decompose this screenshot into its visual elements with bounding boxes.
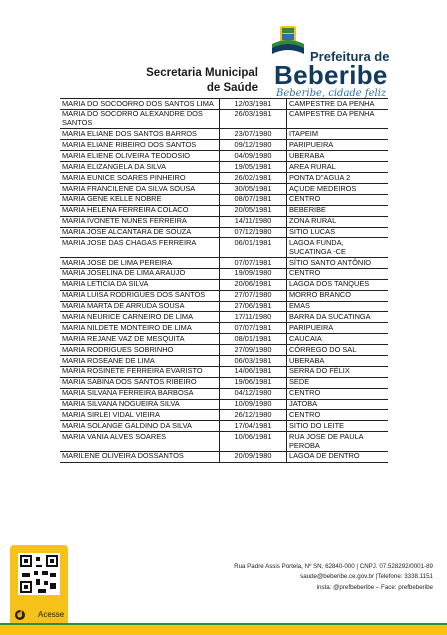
department-title [108,66,258,96]
table-row [60,432,388,452]
person-name-cell: MARIA FRANCILENE DA SILVA SOUSA [60,183,220,194]
birth-date-cell: 26/12/1980 [220,410,287,421]
person-name-cell: MARIA EUNICE SOARES PINHEIRO [60,173,220,184]
birth-date-cell: 26/02/1981 [220,173,287,184]
birth-date-cell: 10/09/1980 [220,399,287,410]
birth-date-cell: 07/12/1980 [220,227,287,238]
birth-date-cell: 20/05/1981 [220,205,287,216]
qr-code-icon[interactable] [18,553,60,595]
table-row [60,109,388,129]
table-row [60,356,388,367]
address-line-2: saude@beberibe.ce.gov.br |Telefone: 3338.1151 [300,573,433,581]
person-name-cell: MARIA ELIZANGELA DA SILVA [60,162,220,173]
table-row [60,99,388,110]
person-name-cell: MARIA HELENA FERREIRA COLACO [60,205,220,216]
birth-date-cell: 08/01/1981 [220,334,287,345]
contact-address [133,562,433,593]
person-name-cell: MARIA ROSINETE FERREIRA EVARISTO [60,366,220,377]
address-line-3: insta: @prefbeberibe – Face: prefbeberibe [316,583,433,591]
birth-date-cell: 27/07/1980 [220,290,287,301]
location-cell: CENTRO [287,388,389,399]
birth-date-cell: 20/09/1980 [220,451,287,462]
birth-date-cell: 07/07/1981 [220,323,287,334]
table-row [60,129,388,140]
table-row [60,162,388,173]
table-row [60,268,388,279]
person-name-cell: MARIA ELIANE DOS SANTOS BARROS [60,129,220,140]
person-name-cell: MARIA IVONETE NUNES FERREIRA [60,216,220,227]
location-cell: PONTA D"AGUA 2 [287,173,389,184]
person-name-cell: MARIA JOSE ALCANTARA DE SOUZA [60,227,220,238]
birth-date-cell: 19/05/1981 [220,162,287,173]
person-name-cell: MARIA SIRLEI VIDAL VIEIRA [60,410,220,421]
logo-city-name: Beberibe [274,60,388,90]
location-cell: LAGOA DOS TANQUES [287,279,389,290]
person-name-cell: MARIA JOSE DAS CHAGAS FERREIRA [60,238,220,258]
table-row [60,388,388,399]
location-cell: CÓRREGO DO SAL [287,345,389,356]
birth-date-cell: 14/11/1980 [220,216,287,227]
person-name-cell: MARIA JOSELINA DE LIMA ARAUJO [60,268,220,279]
birth-date-cell: 09/12/1980 [220,140,287,151]
address-line-1: Rua Padre Assis Portela, Nº SN, 62840-000 | CNPJ. 07.528292/0001-89 [234,563,433,570]
qr-panel[interactable] [10,545,68,627]
person-name-cell: MARIA SABINA DOS SANTOS RIBEIRO [60,377,220,388]
person-name-cell: MARIA SOLANGE GALDINO DA SILVA [60,421,220,432]
page-footer [0,540,447,635]
person-name-cell: MARIA RODRIGUES SOBRINHO [60,345,220,356]
person-name-cell: MARIA REJANE VAZ DE MESQUITA [60,334,220,345]
pointer-icon: ☝ [15,611,25,618]
person-name-cell: MARIA ROSEANE DE LIMA [60,356,220,367]
birth-date-cell: 10/06/1981 [220,432,287,452]
table-row [60,238,388,258]
table-row [60,183,388,194]
location-cell: CENTRO [287,410,389,421]
birth-date-cell: 23/07/1980 [220,129,287,140]
table-row [60,345,388,356]
location-cell: LAGOA FUNDA, SUCATINGA -CE [287,238,389,258]
birth-date-cell: 06/03/1981 [220,356,287,367]
person-name-cell: MARIA DO SOCORRO ALEXANDRE DOS SANTOS [60,109,220,129]
people-table-body [60,99,388,463]
location-cell: AREA RURAL [287,162,389,173]
birth-date-cell: 30/05/1981 [220,183,287,194]
location-cell: CAMPESTRE DA PENHA [287,99,389,110]
person-name-cell: MARIA JOSE DE LIMA PEREIRA [60,257,220,268]
birth-date-cell: 07/07/1981 [220,257,287,268]
person-name-cell: MARIA GENE KELLE NOBRE [60,194,220,205]
location-cell: SITIO DO LEITE [287,421,389,432]
table-row [60,205,388,216]
location-cell: CENTRO [287,194,389,205]
table-row [60,312,388,323]
person-name-cell: MARIA MARTA DE ARRUDA SOUSA [60,301,220,312]
person-name-cell: MARIA NEURICE CARNEIRO DE LIMA [60,312,220,323]
birth-date-cell: 17/04/1981 [220,421,287,432]
birth-date-cell: 12/03/1981 [220,99,287,110]
location-cell: CENTRO [287,268,389,279]
location-cell: PARIPUEIRA [287,323,389,334]
logo-prefix: Prefeitura de [310,49,390,64]
table-row [60,216,388,227]
location-cell: SÍTIO SANTO ANTÔNIO [287,257,389,268]
location-cell: SITIO LUCAS [287,227,389,238]
table-row [60,399,388,410]
location-cell: ITAPEIM [287,129,389,140]
table-row [60,410,388,421]
person-name-cell: MARIA SILVANA FERREIRA BARBOSA [60,388,220,399]
logo-slogan: Beberibe, cidade feliz [276,88,387,99]
table-row [60,323,388,334]
location-cell: PARIPUEIRA [287,140,389,151]
person-name-cell: MARIA VANIA ALVES SOARES [60,432,220,452]
birth-date-cell: 17/11/1980 [220,312,287,323]
birth-date-cell: 19/06/1981 [220,377,287,388]
location-cell: UBERABA [287,356,389,367]
location-cell: ZONA RURAL [287,216,389,227]
city-emblem-icon [268,24,308,62]
birth-date-cell: 04/12/1980 [220,388,287,399]
table-row [60,334,388,345]
birth-date-cell: 19/09/1980 [220,268,287,279]
table-row [60,227,388,238]
table-row [60,279,388,290]
location-cell: UBERABA [287,151,389,162]
department-line-1: Secretaria Municipal [146,67,258,79]
table-row [60,421,388,432]
page-header [0,0,447,100]
acesse-label: Acesse [38,610,65,619]
table-row [60,257,388,268]
location-cell: AÇUDE MEDEIROS [287,183,389,194]
person-name-cell: MARIA SILVANA NOGUEIRA SILVA [60,399,220,410]
birth-date-cell: 27/06/1981 [220,301,287,312]
footer-yellow-stripe [0,625,447,635]
table-row [60,194,388,205]
person-name-cell: MARIA LETICIA DA SILVA [60,279,220,290]
location-cell: BEBERIBE [287,205,389,216]
location-cell: RUA JOSE DE PAULA PEROBA [287,432,389,452]
birth-date-cell: 08/07/1981 [220,194,287,205]
location-cell: SEDE [287,377,389,388]
people-table [60,98,382,463]
table-row [60,366,388,377]
person-name-cell: MARIA NILDETE MONTEIRO DE LIMA [60,323,220,334]
location-cell: CAUCAIA [287,334,389,345]
birth-date-cell: 14/06/1981 [220,366,287,377]
location-cell: EMAS [287,301,389,312]
table-row [60,301,388,312]
birth-date-cell: 27/09/1980 [220,345,287,356]
location-cell: CAMPESTRE DA PENHA [287,109,389,129]
location-cell: SERRA DO FÉLIX [287,366,389,377]
table-row [60,290,388,301]
person-name-cell: MARILENE OLIVEIRA DOSSANTOS [60,451,220,462]
location-cell: BARRA DA SUCATINGA [287,312,389,323]
location-cell: LAGOA DE DENTRO [287,451,389,462]
table-row [60,173,388,184]
birth-date-cell: 26/03/1981 [220,109,287,129]
table-row [60,140,388,151]
birth-date-cell: 20/06/1981 [220,279,287,290]
birth-date-cell: 06/01/1981 [220,238,287,258]
location-cell: MORRO BRANCO [287,290,389,301]
person-name-cell: MARIA DO SOCOORRO DOS SANTOS LIMA [60,99,220,110]
table-row [60,377,388,388]
table-row [60,451,388,462]
person-name-cell: MARIA LUISA RODRIGUES DOS SANTOS [60,290,220,301]
birth-date-cell: 04/09/1980 [220,151,287,162]
department-line-2: de Saúde [206,82,258,94]
city-logo [268,24,438,100]
person-name-cell: MARIA ELIENE OLIVEIRA TEODOSIO [60,151,220,162]
person-name-cell: MARIA ELIANE RIBEIRO DOS SANTOS [60,140,220,151]
table-row [60,151,388,162]
location-cell: JATOBA [287,399,389,410]
